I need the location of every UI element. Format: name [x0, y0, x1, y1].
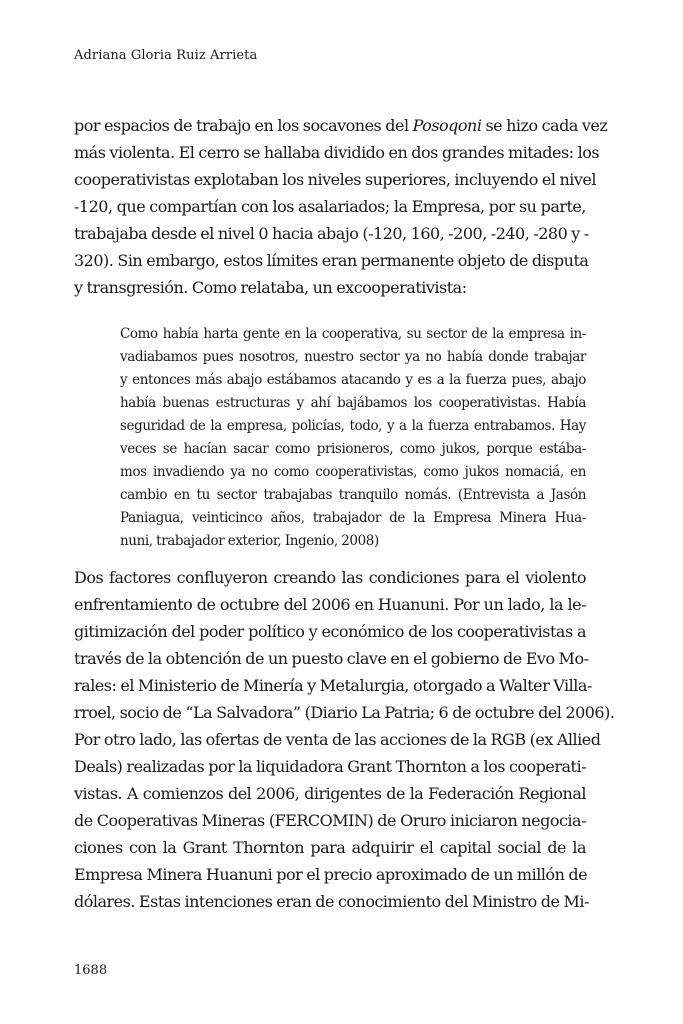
text-line: rales: el Ministerio de Minería y Metalurgia, otorgado a Walter Villa- — [74, 676, 592, 695]
text-line: -120, que compartían con los asalariados; la Empresa, por su parte, — [74, 197, 586, 216]
italic-term: Posoqoni — [412, 116, 482, 135]
text-line: Deals) realizadas por la liquidadora Grant Thornton a los cooperati- — [74, 757, 586, 776]
text-line: 320). Sin embargo, estos límites eran permanente objeto de disputa — [74, 251, 589, 270]
text-line: trabajaba desde el nivel 0 hacia abajo (-120, 160, -200, -240, -280 y - — [74, 224, 589, 243]
quote-line: vadiabamos pues nosotros, nuestro sector ya no había donde trabajar — [120, 349, 586, 365]
text-line: enfrentamiento de octubre del 2006 en Huanuni. Por un lado, la le- — [74, 595, 586, 614]
running-header-author: Adriana Gloria Ruiz Arrieta — [74, 48, 258, 63]
quote-line: Como había harta gente en la cooperativa, su sector de la empresa in- — [120, 326, 586, 342]
quote-line: y entonces más abajo estábamos atacando y es a la fuerza pues, abajo — [120, 372, 586, 388]
text-line: ciones con la Grant Thornton para adquirir el capital social de la — [74, 838, 586, 857]
text-line: más violenta. El cerro se hallaba dividido en dos grandes mitades: los — [74, 143, 600, 162]
quote-line: Paniagua, veinticinco años, trabajador de la Empresa Minera Hua- — [120, 510, 586, 526]
quote-line: cambio en tu sector trabajabas tranquilo nomás. (Entrevista a Jasón — [120, 487, 586, 503]
text-line: cooperativistas explotaban los niveles superiores, incluyendo el nivel — [74, 170, 597, 189]
text-line: dólares. Estas intenciones eran de conocimiento del Ministro de Mi- — [74, 892, 589, 911]
text-line: través de la obtención de un puesto clave en el gobierno de Evo Mo- — [74, 649, 589, 668]
text-line: por espacios de trabajo en los socavones del Posoqoni se hizo cada vez — [74, 116, 608, 135]
text-line: Dos factores confluyeron creando las condiciones para el violento — [74, 568, 586, 587]
body-paragraph-1 — [74, 112, 608, 301]
block-quote — [120, 323, 586, 553]
quote-line: nuni, trabajador exterior, Ingenio, 2008) — [120, 533, 379, 549]
text-line: Por otro lado, las ofertas de venta de las acciones de la RGB (ex Allied — [74, 730, 601, 749]
quote-line: veces se hacían sacar como prisioneros, como jukos, porque estába- — [120, 441, 586, 457]
quote-line: mos invadiendo ya no como cooperativistas, como jukos nomaciá, en — [120, 464, 586, 480]
page-number: 1688 — [74, 963, 108, 978]
body-paragraph-2 — [74, 564, 615, 915]
text-line: rroel, socio de “La Salvadora” (Diario La Patria; 6 de octubre del 2006). — [74, 703, 615, 722]
text-line: de Cooperativas Mineras (FERCOMIN) de Oruro iniciaron negocia- — [74, 811, 586, 830]
quote-line: había buenas estructuras y ahí bajábamos los cooperativistas. Había — [120, 395, 586, 411]
text-line: Empresa Minera Huanuni por el precio aproximado de un millón de — [74, 865, 588, 884]
text-line: vistas. A comienzos del 2006, dirigentes de la Federación Regional — [74, 784, 586, 803]
quote-line: seguridad de la empresa, policías, todo, y a la fuerza entrabamos. Hay — [120, 418, 586, 434]
text-line: gitimización del poder político y económico de los cooperativistas a — [74, 622, 586, 641]
text-line: y transgresión. Como relataba, un excooperativista: — [74, 278, 467, 297]
